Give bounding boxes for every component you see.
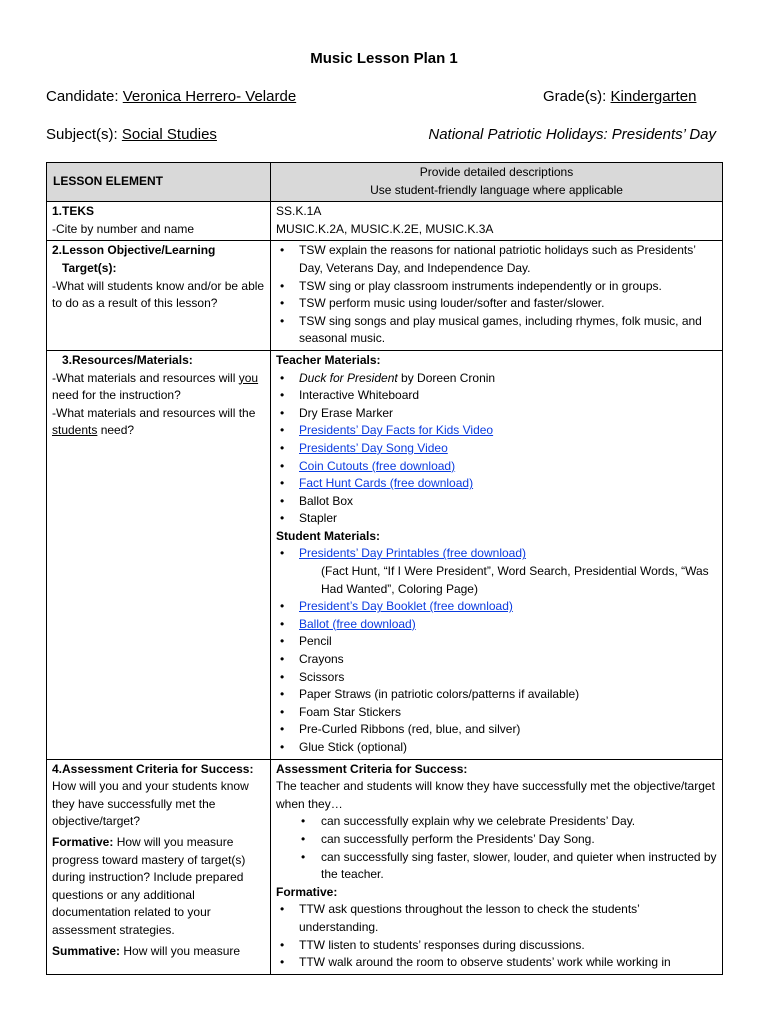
assessment-title: Assessment Criteria for Success: [62,761,254,776]
list-item: • TSW perform music using louder/softer and faster/slower. [276,295,717,313]
facts-video-link[interactable]: Presidents’ Day Facts for Kids Video [299,423,494,438]
teacher-materials-heading: Teacher Materials: [276,352,381,367]
grade-line [543,88,696,105]
list-item: • Ballot Box [276,493,717,511]
criteria-intro: The teacher and students will know they have successfully met the objective/target when they… [276,779,715,811]
teks-num: 1. [52,204,63,219]
objective-label-cell [47,241,271,351]
list-item [276,598,717,616]
list-item [276,422,717,440]
list-item: • TSW explain the reasons for national patriotic holidays such as Presidents’ Day, Veterans Day, and Independence Day. [276,242,717,277]
objective-content-cell [271,241,723,351]
objective-row [47,241,723,351]
teks-line2: MUSIC.K.2A, MUSIC.K.2E, MUSIC.K.3A [276,221,494,236]
col2-header-line2: Use student-friendly language where applicable [370,182,623,197]
list-item: • Paper Straws (in patriotic colors/patterns if available) [276,686,717,704]
list-item: • Interactive Whiteboard [276,387,717,405]
table-header-row [47,163,723,202]
resources-num: 3. [62,352,73,367]
objective-num: 2. [52,243,63,258]
list-item: • Crayons [276,651,717,669]
lesson-topic: National Patriotic Holidays: Presidents’ Day [428,126,716,143]
song-video-link[interactable]: Presidents’ Day Song Video [299,440,448,455]
formative-heading: Formative: [276,884,338,899]
teks-title: TEKS [62,204,95,219]
teks-content-cell [271,202,723,241]
resources-label-cell [47,350,271,759]
resources-content-cell [271,350,723,759]
booklet-link[interactable]: President’s Day Booklet (free download) [299,599,513,614]
objective-title: Lesson Objective/Learning [62,243,216,258]
resources-title: Resources/Materials: [72,352,193,367]
list-item: • TTW listen to students’ responses during discussions. [276,937,717,955]
teks-label-cell [47,202,271,241]
teks-line1: SS.K.1A [276,204,322,219]
list-item: • Glue Stick (optional) [276,739,717,757]
col2-header-line1: Provide detailed descriptions [419,165,574,179]
student-materials-heading: Student Materials: [276,528,381,543]
list-item [276,545,717,563]
formative-desc: Formative: How will you measure progress toward mastery of target(s) during instruction? Include prepared questions or any additional documentation related to your assessment strategies. [52,834,246,937]
assessment-num: 4. [52,761,63,776]
list-item: • Pencil [276,633,717,651]
list-item [276,475,717,493]
teks-desc: -Cite by number and name [52,221,195,236]
list-item: • TSW sing or play classroom instruments independently or in groups. [276,278,717,296]
teks-row [47,202,723,241]
candidate-label: Candidate: [46,88,119,105]
objective-desc: -What will students know and/or be able to do as a result of this lesson? [52,278,265,311]
list-item [276,616,717,634]
col1-header: LESSON ELEMENT [47,163,271,202]
subject-line [46,126,217,143]
assessment-content-cell [271,759,723,974]
summative-desc: Summative: How will you measure [52,943,241,958]
assessment-desc: How will you and your students know they have successfully met the objective/target? [52,779,249,829]
assessment-label-cell [47,759,271,974]
fact-hunt-cards-link[interactable]: Fact Hunt Cards (free download) [299,476,474,491]
resources-row [47,350,723,759]
list-item [276,440,717,458]
grade-value: Kindergarten [610,88,697,105]
book-author: by Doreen Cronin [397,370,496,385]
ballot-link[interactable]: Ballot (free download) [299,616,416,631]
subject-value: Social Studies [121,126,217,143]
grade-label: Grade(s): [543,88,607,105]
list-item: • can successfully explain why we celebrate Presidents’ Day. [276,813,717,831]
lesson-table [46,162,723,975]
resources-desc-2: -What materials and resources will the students need? [52,405,256,438]
list-item [276,370,717,388]
criteria-heading: Assessment Criteria for Success: [276,761,468,776]
list-item: • Stapler [276,510,717,528]
document-title: Music Lesson Plan 1 [310,50,458,67]
subject-label: Subject(s): [46,126,118,143]
list-item: • Scissors [276,669,717,687]
candidate-line [46,88,296,105]
list-item: • can successfully sing faster, slower, louder, and quieter when instructed by the teacher. [276,849,717,884]
coin-cutouts-link[interactable]: Coin Cutouts (free download) [299,458,456,473]
assessment-row [47,759,723,974]
col2-header [271,163,723,202]
printables-note: (Fact Hunt, “If I Were President”, Word Search, Presidential Words, “Was Had Wanted”, Coloring Page) [321,564,709,596]
list-item: • can successfully perform the Presidents’ Day Song. [276,831,717,849]
list-item: • Dry Erase Marker [276,405,717,423]
objective-title2: Target(s): [62,260,117,275]
resources-desc-1: -What materials and resources will you need for the instruction? [52,370,259,403]
book-title: Duck for President [299,370,398,385]
printables-link[interactable]: Presidents’ Day Printables (free download) [299,546,526,561]
list-item: • TSW sing songs and play musical games, including rhymes, folk music, and seasonal music. [276,313,717,348]
list-item: • Pre-Curled Ribbons (red, blue, and silver) [276,721,717,739]
list-item: • Foam Star Stickers [276,704,717,722]
list-item [276,458,717,476]
candidate-name: Veronica Herrero- Velarde [122,88,297,105]
list-item: • TTW ask questions throughout the lesson to check the students’ understanding. [276,901,717,936]
list-item: • TTW walk around the room to observe students’ work while working in [276,954,717,972]
